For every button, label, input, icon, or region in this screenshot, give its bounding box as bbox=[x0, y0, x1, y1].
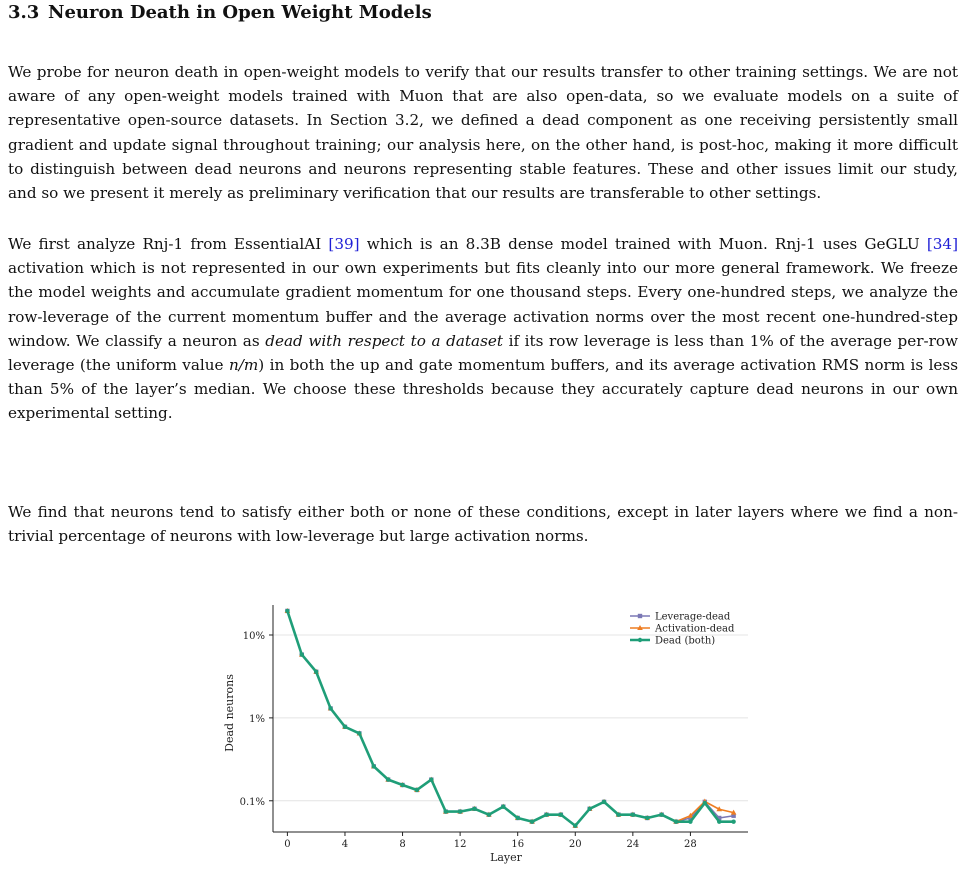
y-tick-label: 10% bbox=[242, 630, 265, 642]
paragraph-2-text-c: activation which is not represented in our own experiments but fits cleanly into our more general framework. We freeze the model weights and accumulate gradient momentum for one thousand steps. Every one-hundred steps, we analyze the row-leverage of the current momentum buffer and the average activation norms over the most recent one-hundred-step window. We classify a neuron as bbox=[8, 259, 958, 350]
data-point bbox=[631, 812, 635, 816]
citation-link-39[interactable]: [39] bbox=[328, 235, 360, 253]
data-point bbox=[400, 783, 404, 787]
paragraph-2-text-e: ) in both the up and gate momentum buffers, and its average activation RMS norm is less than 5% of the layer’s median. We choose these thresholds because they accurately capture dead neurons in our own experimental setting. bbox=[8, 356, 959, 423]
data-point bbox=[602, 800, 606, 804]
section-number: 3.3 bbox=[8, 2, 40, 23]
legend-label: Activation-dead bbox=[655, 623, 735, 635]
x-axis-label: Layer bbox=[490, 851, 522, 864]
paragraph-2-text-a: We first analyze Rnj-1 from EssentialAI bbox=[8, 235, 329, 253]
citation-link-34[interactable]: [34] bbox=[926, 235, 958, 253]
data-point bbox=[645, 816, 649, 820]
data-point bbox=[501, 804, 505, 808]
data-point bbox=[587, 807, 591, 811]
math-n-over-m: n/m bbox=[228, 356, 259, 375]
x-tick-label: 0 bbox=[284, 839, 291, 850]
data-point bbox=[472, 807, 476, 811]
data-point bbox=[674, 819, 678, 823]
legend-marker bbox=[638, 614, 642, 618]
section-title: Neuron Death in Open Weight Models bbox=[48, 2, 432, 23]
data-point bbox=[544, 812, 548, 816]
y-tick-label: 0.1% bbox=[239, 796, 265, 808]
data-point bbox=[731, 819, 735, 823]
data-point bbox=[530, 819, 534, 823]
data-point bbox=[487, 812, 491, 816]
data-point bbox=[372, 764, 376, 768]
data-point bbox=[343, 725, 347, 729]
x-tick-label: 20 bbox=[568, 839, 582, 850]
data-point bbox=[573, 824, 577, 828]
data-point bbox=[328, 706, 332, 710]
paragraph-2-text-b: which is an 8.3B dense model trained with Muon. Rnj-1 uses GeGLU bbox=[359, 235, 927, 253]
legend-label: Leverage-dead bbox=[655, 611, 731, 623]
data-point bbox=[300, 652, 304, 656]
chart-legend bbox=[630, 612, 735, 647]
data-point bbox=[314, 670, 318, 674]
data-point bbox=[688, 819, 692, 823]
data-point bbox=[559, 812, 563, 816]
x-tick-label: 28 bbox=[684, 839, 697, 850]
y-tick-label: 1% bbox=[249, 713, 265, 725]
data-point bbox=[386, 777, 390, 781]
y-axis-label: Dead neurons bbox=[223, 674, 236, 752]
data-point bbox=[659, 812, 663, 816]
x-tick-label: 8 bbox=[399, 839, 406, 850]
data-point bbox=[616, 812, 620, 816]
paragraph-2-text-d: if its row leverage is less than 1% of the average per-row leverage (the uniform value bbox=[8, 331, 959, 375]
data-point bbox=[357, 731, 361, 735]
data-point bbox=[429, 777, 433, 781]
data-point bbox=[458, 809, 462, 813]
grid-lines bbox=[273, 635, 748, 801]
legend-label: Dead (both) bbox=[655, 635, 716, 647]
x-tick-label: 12 bbox=[453, 839, 467, 850]
emphasis-dead-definition: dead with respect to a dataset bbox=[265, 331, 503, 350]
data-point bbox=[285, 609, 289, 613]
data-point bbox=[703, 801, 707, 805]
paragraph-3: We find that neurons tend to satisfy either both or none of these conditions, except in later layers where we find a non-trivial percentage of neurons with low-leverage but large activation norms. bbox=[8, 503, 958, 546]
data-point bbox=[515, 816, 519, 820]
x-tick-label: 4 bbox=[341, 839, 349, 850]
x-tick-label: 24 bbox=[626, 839, 640, 850]
data-point bbox=[444, 809, 448, 813]
x-tick-label: 16 bbox=[511, 839, 525, 850]
data-point bbox=[717, 819, 721, 823]
legend-marker bbox=[638, 638, 642, 642]
paragraph-1: We probe for neuron death in open-weight models to verify that our results transfer to other training settings. We are not aware of any open-weight models trained with Muon that are also open-data, so we evaluate models on a suite of representative open-source datasets. In Section 3.2, we defined a dead component as one receiving persistently small gradient and update signal throughout training; our analysis here, on the other hand, is post-hoc, making it more difficult to distinguish between dead neurons and neurons representing stable features. These and other issues limit our study, and so we present it merely as preliminary verification that our results are transferable to other settings. bbox=[8, 63, 958, 203]
data-point bbox=[415, 788, 419, 792]
